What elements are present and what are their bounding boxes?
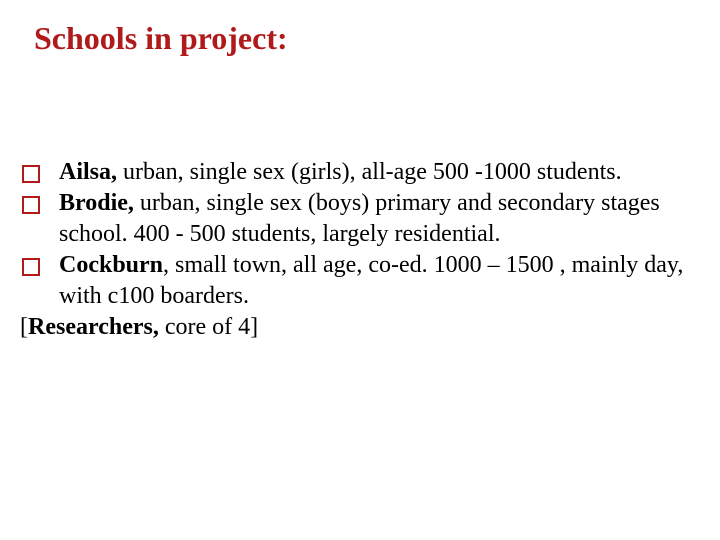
school-name: Cockburn — [59, 252, 164, 278]
list-item-brodie — [20, 188, 700, 250]
checkbox-icon — [22, 196, 40, 214]
checkbox-icon — [22, 165, 40, 183]
researchers-line — [20, 312, 700, 343]
school-description: urban, single sex (girls), all-age 500 -1000 students. — [117, 159, 622, 185]
list-item-ailsa — [20, 157, 700, 188]
checkbox-icon — [22, 258, 40, 276]
researchers-label: Researchers, — [28, 314, 159, 340]
researchers-description: core of 4] — [158, 314, 259, 340]
school-name: Brodie, — [59, 190, 134, 216]
school-name: Ailsa, — [59, 159, 118, 185]
slide-title: Schools in project: — [34, 20, 288, 56]
open-bracket: [ — [20, 314, 28, 340]
schools-list — [20, 157, 700, 343]
list-item-cockburn — [20, 250, 700, 312]
school-description: urban, single sex (boys) primary and secondary stages school. 400 - 500 students, largely residential. — [59, 190, 660, 247]
school-description: , small town, all age, co-ed. 1000 – 1500 , mainly day, with c100 boarders. — [59, 252, 684, 309]
